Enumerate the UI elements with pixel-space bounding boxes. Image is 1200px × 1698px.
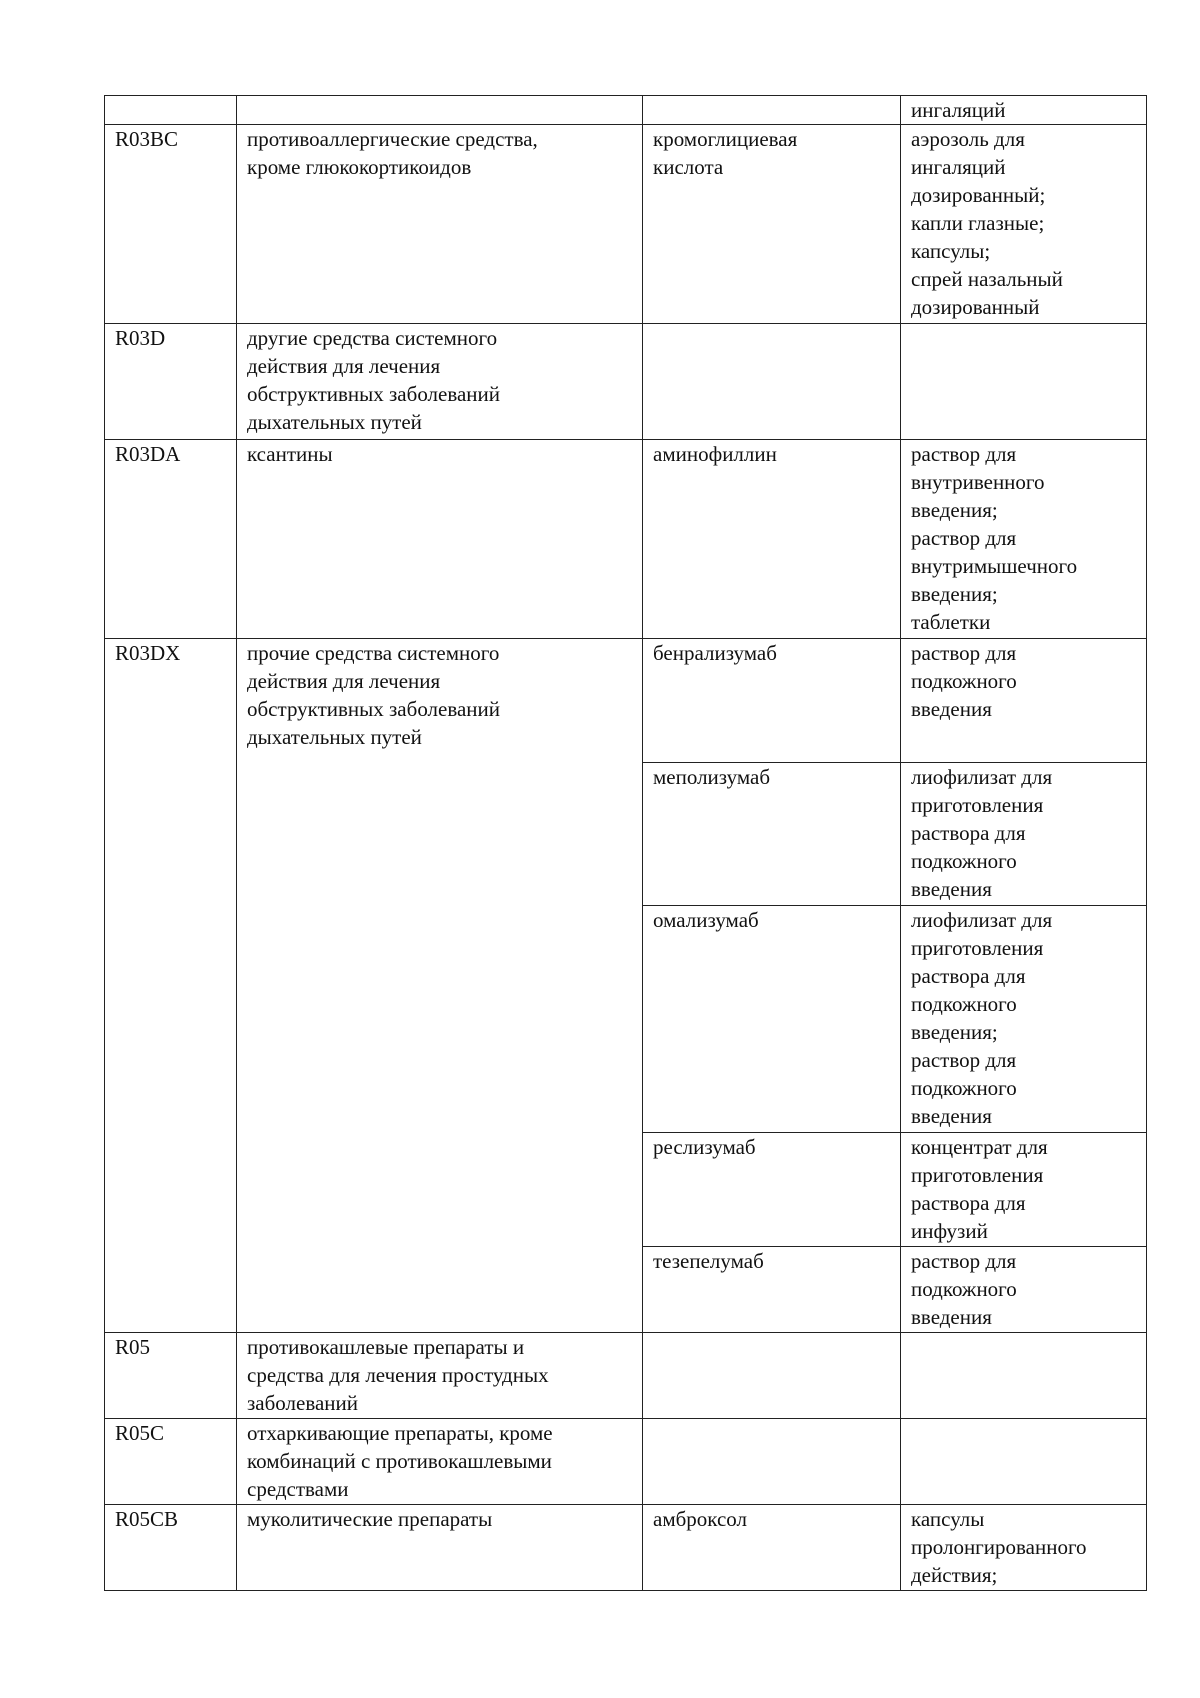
drug-name-cell: бенрализумаб: [643, 639, 901, 763]
dosage-form-cell: [901, 324, 1147, 440]
group-name-cell: противокашлевые препараты и средства для лечения простудных заболеваний: [237, 1333, 643, 1419]
group-name-cell: муколитические препараты: [237, 1505, 643, 1591]
drug-name-cell: омализумаб: [643, 906, 901, 1133]
dosage-form-cell: [901, 1333, 1147, 1419]
atc-code-cell: R03BC: [105, 125, 237, 324]
drug-name-cell: кромоглициевая кислота: [643, 125, 901, 324]
table-row: [105, 125, 1147, 324]
dosage-form-cell: [901, 1419, 1147, 1505]
dosage-form-cell: концентрат для приготовления раствора для инфузий: [901, 1133, 1147, 1247]
table-row: [105, 440, 1147, 639]
drug-name-cell: реслизумаб: [643, 1133, 901, 1247]
table-row: [105, 639, 1147, 763]
atc-code-cell: R05C: [105, 1419, 237, 1505]
group-name-cell: ксантины: [237, 440, 643, 639]
group-name-cell: противоаллергические средства, кроме глюкокортикоидов: [237, 125, 643, 324]
group-name-cell: отхаркивающие препараты, кроме комбинаций с противокашлевыми средствами: [237, 1419, 643, 1505]
drug-name-cell: [643, 324, 901, 440]
drug-name-cell: меполизумаб: [643, 763, 901, 906]
group-name-cell: прочие средства системного действия для лечения обструктивных заболеваний дыхательных путей: [237, 639, 643, 1333]
atc-code-cell: R05: [105, 1333, 237, 1419]
atc-code-cell: R05CB: [105, 1505, 237, 1591]
table-row: [105, 1505, 1147, 1591]
atc-code-cell: R03D: [105, 324, 237, 440]
drug-name-cell: аминофиллин: [643, 440, 901, 639]
dosage-form-cell: капсулы пролонгированного действия;: [901, 1505, 1147, 1591]
drug-name-cell: тезепелумаб: [643, 1247, 901, 1333]
atc-code-cell: R03DX: [105, 639, 237, 1333]
atc-code-cell: R03DA: [105, 440, 237, 639]
dosage-form-cell: раствор для внутривенного введения; раствор для внутримышечного введения; таблетки: [901, 440, 1147, 639]
table-row: [105, 1333, 1147, 1419]
table-row: [105, 324, 1147, 440]
drug-name-cell: амброксол: [643, 1505, 901, 1591]
dosage-form-cell: аэрозоль для ингаляций дозированный; капли глазные; капсулы; спрей назальный дозированный: [901, 125, 1147, 324]
group-name-cell: [237, 96, 643, 125]
drug-name-cell: [643, 96, 901, 125]
dosage-form-cell: раствор для подкожного введения: [901, 1247, 1147, 1333]
dosage-form-cell: раствор для подкожного введения: [901, 639, 1147, 763]
group-name-cell: другие средства системного действия для лечения обструктивных заболеваний дыхательных путей: [237, 324, 643, 440]
dosage-form-cell: лиофилизат для приготовления раствора для подкожного введения: [901, 763, 1147, 906]
drug-name-cell: [643, 1333, 901, 1419]
table-row: [105, 1419, 1147, 1505]
drug-name-cell: [643, 1419, 901, 1505]
dosage-form-cell: ингаляций: [901, 96, 1147, 125]
atc-code-cell: [105, 96, 237, 125]
table-row: [105, 96, 1147, 125]
drug-classification-table: [104, 95, 1147, 1591]
dosage-form-cell: лиофилизат для приготовления раствора для подкожного введения; раствор для подкожного введения: [901, 906, 1147, 1133]
